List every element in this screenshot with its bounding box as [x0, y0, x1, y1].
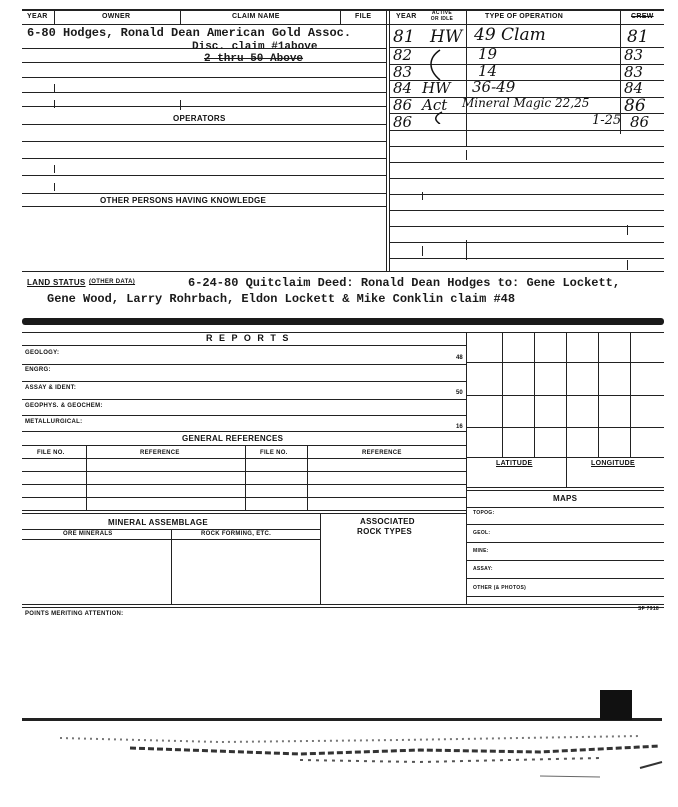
reports-right-border — [466, 332, 467, 604]
header-claim-name: CLAIM NAME — [232, 13, 280, 20]
activity-operation: 49 Clam — [474, 25, 546, 45]
activity-year: 83 — [393, 63, 413, 81]
grid-row — [466, 427, 664, 428]
grid-row — [466, 362, 664, 363]
activity-operation: Mineral Magic 22,25 — [462, 96, 590, 110]
rule — [466, 560, 664, 561]
header-file: FILE — [355, 13, 372, 20]
activity-row — [392, 27, 664, 45]
rule — [22, 141, 386, 142]
form-number: SF 7918 — [638, 606, 660, 612]
maps-row-geol: GEOL: — [473, 530, 491, 536]
activity-year: 86 — [393, 113, 413, 131]
report-label: METALLURGICAL: — [25, 419, 83, 425]
rule — [22, 77, 386, 78]
longitude-label: LONGITUDE — [591, 460, 635, 467]
main-divider — [386, 9, 387, 271]
rule — [22, 431, 467, 432]
tick — [54, 100, 55, 108]
associated-label-2: ROCK TYPES — [357, 527, 413, 536]
col-sep — [180, 9, 181, 24]
grid-row — [466, 395, 664, 396]
activity-year: 86 — [393, 96, 413, 114]
header-year2: YEAR — [396, 13, 417, 20]
header-active-idle: ACTIVE OR IDLE — [430, 10, 454, 22]
rule — [22, 399, 467, 400]
rule — [466, 524, 664, 525]
ore-minerals-label: ORE MINERALS — [63, 531, 113, 537]
rock-forming-label: ROCK FORMING, ETC. — [201, 531, 272, 537]
report-label: GEOLOGY: — [25, 350, 60, 356]
land-status-rule — [22, 271, 664, 272]
activity-status: HW — [422, 79, 451, 97]
rule — [22, 206, 386, 207]
rule — [22, 364, 467, 365]
tick — [627, 225, 628, 235]
rule — [22, 381, 467, 382]
activity-operation: 14 — [478, 62, 498, 80]
reports-title: R E P O R T S — [206, 333, 291, 343]
grid-row — [466, 457, 664, 458]
tick — [422, 246, 423, 256]
tick — [422, 192, 423, 200]
rule — [389, 226, 664, 227]
col-sep — [86, 445, 87, 510]
report-label: ENGRG: — [25, 367, 51, 373]
owner-entry-line1: 6-80 Hodges, Ronald Dean American Gold Assoc. — [27, 26, 352, 40]
rule — [466, 578, 664, 579]
land-status-line1: 6-24-80 Quitclaim Deed: Ronald Dean Hodges to: Gene Lockett, — [188, 276, 621, 290]
activity-operation: 1-25 — [592, 113, 622, 128]
col-sep — [466, 9, 467, 24]
rule — [466, 596, 664, 597]
rule — [22, 193, 386, 194]
report-label: GEOPHYS. & GEOCHEM: — [25, 403, 103, 409]
col-sep — [245, 445, 246, 510]
col-sep — [320, 513, 321, 604]
rule — [22, 332, 664, 333]
rule — [22, 345, 467, 346]
general-references-title: GENERAL REFERENCES — [182, 434, 284, 443]
ditto-stroke — [420, 44, 460, 124]
rule — [466, 490, 664, 491]
activity-year: 81 — [393, 27, 415, 47]
land-status-sublabel: (OTHER DATA) — [89, 279, 136, 285]
rule — [22, 510, 467, 511]
activity-operation: 19 — [478, 45, 498, 63]
gr-col-file-no-2: FILE NO. — [260, 450, 288, 456]
rule — [22, 513, 467, 514]
col-sep — [620, 9, 621, 24]
rule — [389, 258, 664, 259]
other-persons-label: OTHER PERSONS HAVING KNOWLEDGE — [100, 196, 267, 205]
activity-crew: 86 — [624, 96, 646, 116]
header-year: YEAR — [27, 13, 48, 20]
rule — [22, 607, 664, 608]
tick — [466, 150, 467, 160]
header-rule — [22, 24, 664, 25]
rule — [389, 178, 664, 179]
rule — [389, 162, 664, 163]
rule — [22, 124, 386, 125]
rule — [466, 507, 664, 508]
points-meriting-label: POINTS MERITING ATTENTION: — [25, 611, 124, 617]
tick — [54, 183, 55, 191]
rule — [389, 194, 664, 195]
col-sep — [54, 9, 55, 24]
rule — [466, 542, 664, 543]
report-num: 48 — [456, 355, 463, 361]
activity-operation: 36-49 — [472, 78, 516, 96]
report-label: ASSAY & IDENT: — [25, 385, 77, 391]
grid-col — [566, 332, 567, 487]
rule — [22, 92, 386, 93]
maps-title: MAPS — [553, 494, 578, 503]
maps-row-assay: ASSAY: — [473, 566, 493, 572]
rule — [22, 604, 664, 605]
rule — [466, 487, 664, 488]
top-border — [22, 9, 664, 11]
rule — [389, 130, 664, 131]
gr-col-reference-2: REFERENCE — [362, 450, 402, 456]
activity-crew: 81 — [627, 27, 649, 47]
report-num: 50 — [456, 390, 463, 396]
activity-year: 82 — [393, 46, 413, 64]
tick — [627, 260, 628, 270]
activity-crew: 83 — [624, 46, 644, 64]
rule — [22, 415, 467, 416]
rule — [389, 242, 664, 243]
latitude-label: LATITUDE — [496, 460, 533, 467]
tick — [180, 100, 181, 110]
land-status-label: LAND STATUS — [27, 278, 86, 287]
activity-status: HW — [430, 27, 463, 47]
col-sep — [307, 445, 308, 510]
tick — [54, 165, 55, 173]
land-status-line2: Gene Wood, Larry Rohrbach, Eldon Lockett & Mike Conklin claim #48 — [47, 292, 516, 306]
scan-noise-band — [0, 690, 678, 807]
activity-crew: 83 — [624, 63, 644, 81]
owner-entry-line3: 2 thru 50 Above — [204, 53, 304, 65]
activity-year: 84 — [393, 79, 413, 97]
gr-col-file-no: FILE NO. — [37, 450, 65, 456]
col-sep — [340, 9, 341, 24]
maps-row-mine: MINE: — [473, 548, 489, 554]
header-type-operation: TYPE OF OPERATION — [485, 13, 564, 20]
rule — [22, 158, 386, 159]
mineral-assemblage-title: MINERAL ASSEMBLAGE — [108, 518, 209, 527]
gr-col-reference: REFERENCE — [140, 450, 180, 456]
rule — [22, 106, 386, 107]
rule — [389, 210, 664, 211]
maps-row-other: OTHER (& PHOTOS) — [473, 585, 527, 591]
operators-label: OPERATORS — [173, 114, 226, 123]
activity-status: Act — [422, 96, 448, 114]
maps-row-topog: TOPOG: — [473, 510, 495, 516]
header-crew: CREW — [631, 13, 654, 20]
rule — [22, 175, 386, 176]
activity-crew: 86 — [630, 113, 650, 131]
tick — [466, 240, 467, 260]
report-num: 16 — [456, 424, 463, 430]
section-separator-band — [22, 318, 664, 325]
header-owner: OWNER — [102, 13, 131, 20]
activity-crew: 84 — [624, 79, 644, 97]
main-divider — [389, 9, 390, 271]
tick — [54, 84, 55, 92]
owner-entry-line2: Disc. claim #1above — [192, 41, 318, 53]
rule — [389, 146, 664, 147]
col-sep — [171, 529, 172, 604]
associated-label-1: ASSOCIATED — [360, 517, 415, 526]
